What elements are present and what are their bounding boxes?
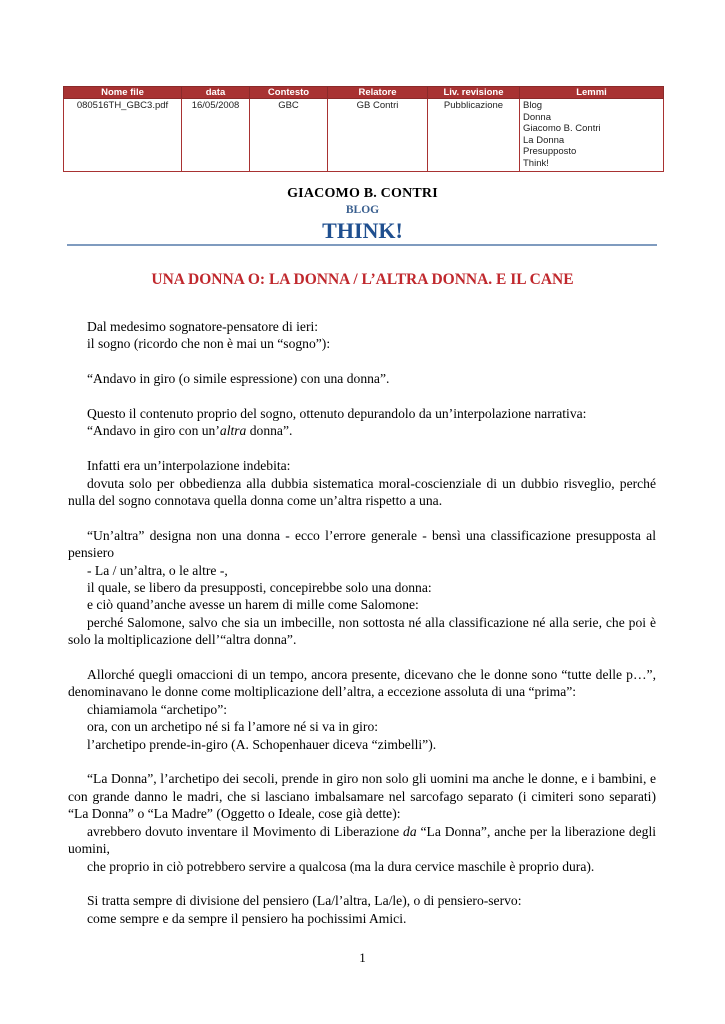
author-name: GIACOMO B. CONTRI: [287, 186, 438, 201]
paragraph-line: come sempre e da sempre il pensiero ha pochissimi Amici.: [87, 910, 407, 926]
paragraph-line: Allorché quegli omaccioni di un tempo, ancora presente, dicevano che le donne sono “tutte delle p…”, denominavano le donne come moltiplicazione dell’altra, a eccezione assoluta di una “prima”:: [68, 667, 656, 700]
cell-speaker: GB Contri: [328, 99, 428, 172]
cell-revision: Pubblicazione: [428, 99, 520, 172]
lemma: La Donna: [523, 134, 565, 146]
header-context: Contesto: [250, 87, 328, 99]
cell-date: 16/05/2008: [182, 99, 250, 172]
document-metadata-table: [63, 86, 664, 172]
cell-file-name: 080516TH_GBC3.pdf: [64, 99, 182, 172]
paragraph-gap: [68, 875, 656, 892]
lemma: Giacomo B. Contri: [523, 123, 601, 134]
paragraph-line: “Andavo in giro (o simile espressione) con una donna”.: [87, 371, 390, 387]
paragraph-line: perché Salomone, salvo che sia un imbecille, non sottosta né alla classificazione né alla serie, che poi è solo la moltiplicazione dell’“altra donna”.: [68, 614, 656, 648]
header-speaker: Relatore: [328, 87, 428, 99]
paragraph-line: dovuta solo per obbedienza alla dubbia sistematica moral-coscienziale di un dubbio risveglio, perché nulla del sogno connotava quella donna come un’altra rispetto a una.: [68, 475, 656, 509]
metadata-header-row: [64, 87, 664, 99]
title-divider: [67, 244, 657, 246]
paragraph-gap: [68, 388, 656, 405]
cell-lemmi: [520, 99, 664, 172]
paragraph-line: Questo il contenuto proprio del sogno, ottenuto depurandolo da un’interpolazione narrativa:: [87, 406, 587, 421]
paragraph-line: il sogno (ricordo che non è mai un “sogno”):: [87, 336, 331, 352]
paragraph-gap: [68, 509, 656, 526]
paragraph-line: ora, con un archetipo né si fa l’amore né si va in giro:: [87, 719, 379, 735]
paragraph-gap: [68, 753, 656, 770]
paragraph-line: Dal medesimo sognatore-pensatore di ieri:: [87, 319, 319, 334]
header-lemmi: Lemmi: [520, 87, 664, 99]
header-revision: Liv. revisione: [428, 87, 520, 99]
article-body: [68, 318, 656, 927]
header-file-name: Nome file: [64, 87, 182, 99]
paragraph-line: “Andavo in giro con un’altra donna”.: [87, 423, 293, 439]
paragraph-line: l’archetipo prende-in-giro (A. Schopenhauer diceva “zimbelli”).: [87, 736, 437, 752]
paragraph-line: “La Donna”, l’archetipo dei secoli, prende in giro non solo gli uomini ma anche le donne, e i bambini, e con grande danno le madri, che si lasciano imbalsamare nel sarcofago separato (i cimiteri sono separati) “La Donna” o “La Madre” (Oggetto o Ideale, cose già dette):: [68, 771, 656, 822]
cell-context: GBC: [250, 99, 328, 172]
metadata-row: [64, 99, 664, 172]
lemma: Presupposto: [523, 146, 577, 157]
paragraph-line: avrebbero dovuto inventare il Movimento di Liberazione da “La Donna”, anche per la liberazione degli uomini,: [68, 823, 657, 857]
page-number: 1: [359, 950, 366, 965]
paragraph-line: chiamiamola “archetipo”:: [87, 701, 228, 717]
paragraph-line: Infatti era un’interpolazione indebita:: [87, 458, 291, 474]
header-date: data: [182, 87, 250, 99]
article-heading: UNA DONNA O: LA DONNA / L’ALTRA DONNA. E IL CANE: [151, 271, 574, 288]
paragraph-gap: [68, 440, 656, 457]
lemma: Blog: [523, 100, 543, 111]
paragraph-line: - La / un’altra, o le altre -,: [87, 562, 228, 578]
paragraph-gap: [68, 353, 656, 370]
paragraph-line: e ciò quand’anche avesse un harem di mille come Salomone:: [87, 597, 419, 613]
paragraph-line: Si tratta sempre di divisione del pensiero (La/l’altra, La/le), o di pensiero-servo:: [87, 893, 522, 909]
blog-label: BLOG: [345, 204, 380, 216]
blog-title: THINK!: [322, 218, 403, 243]
lemma: Think!: [523, 157, 549, 169]
paragraph-line: il quale, se libero da presupposti, concepirebbe solo una donna:: [87, 580, 432, 596]
paragraph-line: “Un’altra” designa non una donna - ecco l’errore generale - bensì una classificazione presupposta al pensiero: [68, 527, 656, 561]
paragraph-line: che proprio in ciò potrebbero servire a qualcosa (ma la dura cervice maschile è proprio dura).: [87, 858, 595, 874]
paragraph-gap: [68, 649, 656, 666]
lemma: Donna: [523, 111, 551, 123]
